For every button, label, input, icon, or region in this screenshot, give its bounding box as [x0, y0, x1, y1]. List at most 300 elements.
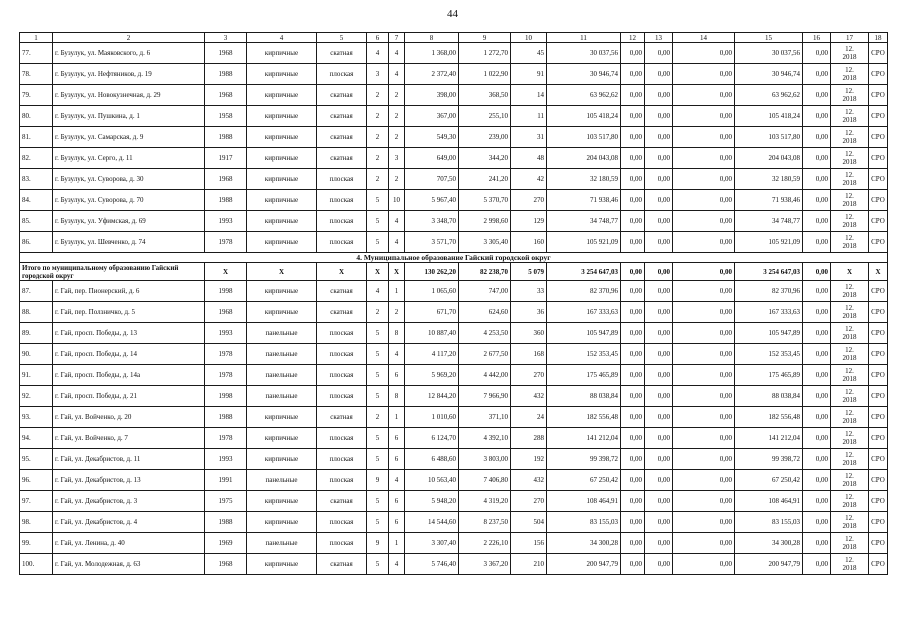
- roof-type-cell: скатная: [317, 302, 367, 323]
- living-area-cell: 747,00: [459, 281, 511, 302]
- living-area-cell: 4 319,20: [459, 491, 511, 512]
- deadline-year: 2018: [842, 179, 857, 187]
- deadline-month: 12.: [845, 472, 854, 480]
- total-entrances: X: [389, 263, 405, 281]
- column-number-row: [20, 33, 888, 43]
- deadline-month: 12.: [845, 325, 854, 333]
- entrances-cell: 4: [389, 470, 405, 491]
- total-total-area: 130 262,20: [405, 263, 459, 281]
- row-number-cell: 85.: [20, 211, 53, 232]
- total-area-cell: 3 307,40: [405, 533, 459, 554]
- entrances-cell: 8: [389, 386, 405, 407]
- regional-funds-cell: 0,00: [621, 470, 645, 491]
- table-row: [20, 365, 888, 386]
- deadline-cell: [831, 64, 869, 85]
- fund-resources-cell: 34 300,28: [735, 533, 803, 554]
- row-number-cell: 87.: [20, 281, 53, 302]
- roof-type-cell: плоская: [317, 386, 367, 407]
- deadline-cell: [831, 211, 869, 232]
- wall-material-cell: панельные: [247, 533, 317, 554]
- regional-funds-cell: 0,00: [621, 85, 645, 106]
- owner-funds-cell: 0,00: [673, 106, 735, 127]
- entrances-cell: 4: [389, 64, 405, 85]
- municipal-funds-cell: 0,00: [645, 365, 673, 386]
- deadline-cell: [831, 365, 869, 386]
- other-sources-cell: 0,00: [803, 211, 831, 232]
- deadline-month: 12.: [845, 409, 854, 417]
- floors-cell: 5: [367, 386, 389, 407]
- owner-funds-cell: 0,00: [673, 127, 735, 148]
- deadline-year: 2018: [842, 137, 857, 145]
- total-living-area: 82 238,70: [459, 263, 511, 281]
- floors-cell: 5: [367, 211, 389, 232]
- operator-cell: СРО: [869, 365, 888, 386]
- deadline-month: 12.: [845, 108, 854, 116]
- floors-cell: 2: [367, 127, 389, 148]
- fund-resources-cell: 63 962,62: [735, 85, 803, 106]
- year-built-cell: 1968: [205, 302, 247, 323]
- deadline-year: 2018: [842, 158, 857, 166]
- other-sources-cell: 0,00: [803, 554, 831, 575]
- deadline-year: 2018: [842, 333, 857, 341]
- year-built-cell: 1968: [205, 554, 247, 575]
- municipal-funds-cell: 0,00: [645, 211, 673, 232]
- owner-funds-cell: 0,00: [673, 190, 735, 211]
- residents-cell: 288: [511, 428, 547, 449]
- column-number-cell: 2: [53, 33, 205, 43]
- residents-cell: 48: [511, 148, 547, 169]
- living-area-cell: 3 803,00: [459, 449, 511, 470]
- deadline-month: 12.: [845, 129, 854, 137]
- entrances-cell: 6: [389, 512, 405, 533]
- fund-resources-cell: 105 921,09: [735, 232, 803, 253]
- fund-resources-cell: 200 947,79: [735, 554, 803, 575]
- total-cost-cell: 175 465,89: [547, 365, 621, 386]
- fund-resources-cell: 175 465,89: [735, 365, 803, 386]
- deadline-year: 2018: [842, 480, 857, 488]
- address-cell: г. Гай, ул. Ленина, д. 40: [53, 533, 205, 554]
- wall-material-cell: кирпичные: [247, 428, 317, 449]
- total-floors: X: [367, 263, 389, 281]
- address-cell: г. Гай, ул. Декабристов, д. 11: [53, 449, 205, 470]
- residents-cell: 360: [511, 323, 547, 344]
- owner-funds-cell: 0,00: [673, 232, 735, 253]
- other-sources-cell: 0,00: [803, 533, 831, 554]
- row-number-cell: 92.: [20, 386, 53, 407]
- residents-cell: 36: [511, 302, 547, 323]
- column-number-cell: 4: [247, 33, 317, 43]
- entrances-cell: 2: [389, 169, 405, 190]
- floors-cell: 5: [367, 491, 389, 512]
- other-sources-cell: 0,00: [803, 64, 831, 85]
- deadline-year: 2018: [842, 291, 857, 299]
- deadline-cell: [831, 428, 869, 449]
- total-cost-cell: 67 250,42: [547, 470, 621, 491]
- fund-resources-cell: 103 517,80: [735, 127, 803, 148]
- regional-funds-cell: 0,00: [621, 491, 645, 512]
- table-body: [20, 33, 888, 575]
- address-cell: г. Гай, просп. Победы, д. 14: [53, 344, 205, 365]
- floors-cell: 5: [367, 449, 389, 470]
- section-header-row: [20, 253, 888, 263]
- regional-funds-cell: 0,00: [621, 43, 645, 64]
- total-area-cell: 6 488,60: [405, 449, 459, 470]
- wall-material-cell: панельные: [247, 344, 317, 365]
- address-cell: г. Бузулук, ул. Самарская, д. 9: [53, 127, 205, 148]
- wall-material-cell: кирпичные: [247, 449, 317, 470]
- regional-funds-cell: 0,00: [621, 554, 645, 575]
- other-sources-cell: 0,00: [803, 365, 831, 386]
- floors-cell: 2: [367, 302, 389, 323]
- other-sources-cell: 0,00: [803, 169, 831, 190]
- deadline-year: 2018: [842, 564, 857, 572]
- floors-cell: 5: [367, 554, 389, 575]
- row-number-cell: 78.: [20, 64, 53, 85]
- row-number-cell: 90.: [20, 344, 53, 365]
- table-row: [20, 64, 888, 85]
- fund-resources-cell: 88 038,84: [735, 386, 803, 407]
- municipal-funds-cell: 0,00: [645, 533, 673, 554]
- operator-cell: СРО: [869, 211, 888, 232]
- residents-cell: 504: [511, 512, 547, 533]
- municipal-funds-cell: 0,00: [645, 428, 673, 449]
- address-cell: г. Гай, пер. Ползничко, д. 5: [53, 302, 205, 323]
- municipal-funds-cell: 0,00: [645, 85, 673, 106]
- roof-type-cell: скатная: [317, 148, 367, 169]
- municipal-funds-cell: 0,00: [645, 302, 673, 323]
- operator-cell: СРО: [869, 64, 888, 85]
- entrances-cell: 6: [389, 365, 405, 386]
- address-cell: г. Бузулук, ул. Новокузнечная, д. 29: [53, 85, 205, 106]
- regional-funds-cell: 0,00: [621, 533, 645, 554]
- municipal-funds-cell: 0,00: [645, 64, 673, 85]
- residents-cell: 91: [511, 64, 547, 85]
- column-number-cell: 9: [459, 33, 511, 43]
- total-cost-cell: 105 921,09: [547, 232, 621, 253]
- deadline-cell: [831, 512, 869, 533]
- deadline-month: 12.: [845, 388, 854, 396]
- owner-funds-cell: 0,00: [673, 323, 735, 344]
- year-built-cell: 1988: [205, 127, 247, 148]
- operator-cell: СРО: [869, 323, 888, 344]
- table-row: [20, 127, 888, 148]
- wall-material-cell: кирпичные: [247, 302, 317, 323]
- table-row: [20, 211, 888, 232]
- deadline-cell: [831, 232, 869, 253]
- column-number-cell: 14: [673, 33, 735, 43]
- entrances-cell: 2: [389, 85, 405, 106]
- table-row: [20, 232, 888, 253]
- regional-funds-cell: 0,00: [621, 449, 645, 470]
- roof-type-cell: плоская: [317, 449, 367, 470]
- address-cell: г. Гай, просп. Победы, д. 13: [53, 323, 205, 344]
- deadline-year: 2018: [842, 74, 857, 82]
- deadline-year: 2018: [842, 417, 857, 425]
- total-area-cell: 3 348,70: [405, 211, 459, 232]
- year-built-cell: 1978: [205, 232, 247, 253]
- owner-funds-cell: 0,00: [673, 281, 735, 302]
- year-built-cell: 1993: [205, 211, 247, 232]
- regional-funds-cell: 0,00: [621, 127, 645, 148]
- owner-funds-cell: 0,00: [673, 533, 735, 554]
- regional-funds-cell: 0,00: [621, 148, 645, 169]
- deadline-month: 12.: [845, 556, 854, 564]
- floors-cell: 2: [367, 85, 389, 106]
- operator-cell: СРО: [869, 407, 888, 428]
- row-number-cell: 77.: [20, 43, 53, 64]
- municipal-funds-cell: 0,00: [645, 43, 673, 64]
- operator-cell: СРО: [869, 491, 888, 512]
- row-number-cell: 79.: [20, 85, 53, 106]
- fund-resources-cell: 141 212,04: [735, 428, 803, 449]
- other-sources-cell: 0,00: [803, 281, 831, 302]
- floors-cell: 4: [367, 281, 389, 302]
- municipal-funds-cell: 0,00: [645, 470, 673, 491]
- deadline-cell: [831, 106, 869, 127]
- municipal-funds-cell: 0,00: [645, 281, 673, 302]
- living-area-cell: 1 022,90: [459, 64, 511, 85]
- table-row: [20, 323, 888, 344]
- column-number-cell: 10: [511, 33, 547, 43]
- regional-funds-cell: 0,00: [621, 512, 645, 533]
- entrances-cell: 1: [389, 407, 405, 428]
- total-residents: 5 079: [511, 263, 547, 281]
- entrances-cell: 6: [389, 449, 405, 470]
- total-area-cell: 12 844,20: [405, 386, 459, 407]
- year-built-cell: 1988: [205, 190, 247, 211]
- residents-cell: 33: [511, 281, 547, 302]
- deadline-month: 12.: [845, 213, 854, 221]
- municipal-funds-cell: 0,00: [645, 148, 673, 169]
- roof-type-cell: плоская: [317, 211, 367, 232]
- deadline-year: 2018: [842, 354, 857, 362]
- other-sources-cell: 0,00: [803, 491, 831, 512]
- other-sources-cell: 0,00: [803, 512, 831, 533]
- total-cost-cell: 182 556,48: [547, 407, 621, 428]
- operator-cell: СРО: [869, 85, 888, 106]
- deadline-month: 12.: [845, 87, 854, 95]
- year-built-cell: 1978: [205, 344, 247, 365]
- entrances-cell: 1: [389, 281, 405, 302]
- total-area-cell: 398,00: [405, 85, 459, 106]
- total-cost-cell: 141 212,04: [547, 428, 621, 449]
- year-built-cell: 1958: [205, 106, 247, 127]
- row-number-cell: 99.: [20, 533, 53, 554]
- fund-resources-cell: 167 333,63: [735, 302, 803, 323]
- year-built-cell: 1993: [205, 323, 247, 344]
- municipal-funds-cell: 0,00: [645, 190, 673, 211]
- table-row: [20, 169, 888, 190]
- operator-cell: СРО: [869, 470, 888, 491]
- year-built-cell: 1998: [205, 281, 247, 302]
- total-area-cell: 367,00: [405, 106, 459, 127]
- entrances-cell: 4: [389, 344, 405, 365]
- roof-type-cell: плоская: [317, 428, 367, 449]
- fund-resources-cell: 204 043,08: [735, 148, 803, 169]
- address-cell: г. Гай, просп. Победы, д. 14а: [53, 365, 205, 386]
- roof-type-cell: скатная: [317, 85, 367, 106]
- operator-cell: СРО: [869, 127, 888, 148]
- fund-resources-cell: 32 180,59: [735, 169, 803, 190]
- column-number-cell: 7: [389, 33, 405, 43]
- owner-funds-cell: 0,00: [673, 344, 735, 365]
- table-row: [20, 407, 888, 428]
- table-row: [20, 281, 888, 302]
- living-area-cell: 7 966,90: [459, 386, 511, 407]
- total-area-cell: 1 010,60: [405, 407, 459, 428]
- address-cell: г. Гай, ул. Декабристов, д. 13: [53, 470, 205, 491]
- deadline-cell: [831, 127, 869, 148]
- address-cell: г. Гай, ул. Молодежная, д. 63: [53, 554, 205, 575]
- table-row: [20, 190, 888, 211]
- year-built-cell: 1988: [205, 407, 247, 428]
- other-sources-cell: 0,00: [803, 386, 831, 407]
- total-cost-cell: 167 333,63: [547, 302, 621, 323]
- address-cell: г. Гай, ул. Декабристов, д. 4: [53, 512, 205, 533]
- row-number-cell: 100.: [20, 554, 53, 575]
- total-area-cell: 2 372,40: [405, 64, 459, 85]
- column-number-cell: 16: [803, 33, 831, 43]
- regional-funds-cell: 0,00: [621, 211, 645, 232]
- deadline-month: 12.: [845, 192, 854, 200]
- total-area-cell: 6 124,70: [405, 428, 459, 449]
- regional-funds-cell: 0,00: [621, 365, 645, 386]
- deadline-cell: [831, 302, 869, 323]
- owner-funds-cell: 0,00: [673, 211, 735, 232]
- roof-type-cell: скатная: [317, 43, 367, 64]
- living-area-cell: 7 406,80: [459, 470, 511, 491]
- roof-type-cell: скатная: [317, 127, 367, 148]
- address-cell: г. Гай, ул. Войченко, д. 20: [53, 407, 205, 428]
- total-cost-cell: 34 300,28: [547, 533, 621, 554]
- table-row: [20, 386, 888, 407]
- operator-cell: СРО: [869, 449, 888, 470]
- total-area-cell: 1 368,00: [405, 43, 459, 64]
- wall-material-cell: кирпичные: [247, 190, 317, 211]
- deadline-month: 12.: [845, 45, 854, 53]
- regional-funds-cell: 0,00: [621, 169, 645, 190]
- deadline-month: 12.: [845, 535, 854, 543]
- other-sources-cell: 0,00: [803, 127, 831, 148]
- living-area-cell: 344,20: [459, 148, 511, 169]
- address-cell: г. Бузулук, ул. Пушкина, д. 1: [53, 106, 205, 127]
- fund-resources-cell: 34 748,77: [735, 211, 803, 232]
- fund-resources-cell: 30 037,56: [735, 43, 803, 64]
- wall-material-cell: кирпичные: [247, 281, 317, 302]
- owner-funds-cell: 0,00: [673, 148, 735, 169]
- year-built-cell: 1917: [205, 148, 247, 169]
- floors-cell: 5: [367, 512, 389, 533]
- regional-funds-cell: 0,00: [621, 281, 645, 302]
- regional-funds-cell: 0,00: [621, 64, 645, 85]
- floors-cell: 5: [367, 190, 389, 211]
- entrances-cell: 10: [389, 190, 405, 211]
- total-cost-cell: 82 370,96: [547, 281, 621, 302]
- total-area-cell: 549,30: [405, 127, 459, 148]
- other-sources-cell: 0,00: [803, 148, 831, 169]
- deadline-cell: [831, 533, 869, 554]
- roof-type-cell: скатная: [317, 106, 367, 127]
- residents-cell: 210: [511, 554, 547, 575]
- fund-resources-cell: 105 418,24: [735, 106, 803, 127]
- owner-funds-cell: 0,00: [673, 386, 735, 407]
- total-area-cell: 5 948,20: [405, 491, 459, 512]
- total-cost-cell: 99 398,72: [547, 449, 621, 470]
- year-built-cell: 1991: [205, 470, 247, 491]
- entrances-cell: 1: [389, 533, 405, 554]
- total-regional-funds: 0,00: [621, 263, 645, 281]
- living-area-cell: 4 392,10: [459, 428, 511, 449]
- other-sources-cell: 0,00: [803, 302, 831, 323]
- other-sources-cell: 0,00: [803, 106, 831, 127]
- table-row: [20, 449, 888, 470]
- deadline-month: 12.: [845, 171, 854, 179]
- year-built-cell: 1998: [205, 386, 247, 407]
- municipal-funds-cell: 0,00: [645, 344, 673, 365]
- owner-funds-cell: 0,00: [673, 85, 735, 106]
- residents-cell: 168: [511, 344, 547, 365]
- wall-material-cell: кирпичные: [247, 512, 317, 533]
- wall-material-cell: кирпичные: [247, 407, 317, 428]
- floors-cell: 2: [367, 148, 389, 169]
- deadline-month: 12.: [845, 493, 854, 501]
- floors-cell: 3: [367, 64, 389, 85]
- deadline-month: 12.: [845, 346, 854, 354]
- other-sources-cell: 0,00: [803, 85, 831, 106]
- deadline-cell: [831, 281, 869, 302]
- wall-material-cell: кирпичные: [247, 106, 317, 127]
- floors-cell: 4: [367, 43, 389, 64]
- row-number-cell: 93.: [20, 407, 53, 428]
- deadline-year: 2018: [842, 312, 857, 320]
- operator-cell: СРО: [869, 190, 888, 211]
- deadline-year: 2018: [842, 221, 857, 229]
- residents-cell: 270: [511, 190, 547, 211]
- total-cost-cell: 152 353,45: [547, 344, 621, 365]
- floors-cell: 5: [367, 365, 389, 386]
- roof-type-cell: плоская: [317, 533, 367, 554]
- floors-cell: 2: [367, 407, 389, 428]
- wall-material-cell: кирпичные: [247, 554, 317, 575]
- table-row: [20, 428, 888, 449]
- total-cost-cell: 71 938,46: [547, 190, 621, 211]
- address-cell: г. Бузулук, ул. Суворова, д. 30: [53, 169, 205, 190]
- total-cost-cell: 105 947,89: [547, 323, 621, 344]
- other-sources-cell: 0,00: [803, 190, 831, 211]
- total-area-cell: 10 887,40: [405, 323, 459, 344]
- column-number-cell: 15: [735, 33, 803, 43]
- wall-material-cell: панельные: [247, 323, 317, 344]
- living-area-cell: 255,10: [459, 106, 511, 127]
- deadline-cell: [831, 323, 869, 344]
- regional-funds-cell: 0,00: [621, 302, 645, 323]
- column-number-cell: 13: [645, 33, 673, 43]
- deadline-year: 2018: [842, 501, 857, 509]
- total-area-cell: 14 544,60: [405, 512, 459, 533]
- fund-resources-cell: 105 947,89: [735, 323, 803, 344]
- municipal-funds-cell: 0,00: [645, 512, 673, 533]
- row-number-cell: 98.: [20, 512, 53, 533]
- total-area-cell: 5 967,40: [405, 190, 459, 211]
- address-cell: г. Бузулук, ул. Нефтяников, д. 19: [53, 64, 205, 85]
- total-operator: X: [869, 263, 888, 281]
- living-area-cell: 2 226,10: [459, 533, 511, 554]
- other-sources-cell: 0,00: [803, 323, 831, 344]
- residents-cell: 432: [511, 470, 547, 491]
- total-label: Итого по муниципальному образованию Гайский городской округ: [20, 263, 205, 281]
- regional-funds-cell: 0,00: [621, 407, 645, 428]
- wall-material-cell: кирпичные: [247, 211, 317, 232]
